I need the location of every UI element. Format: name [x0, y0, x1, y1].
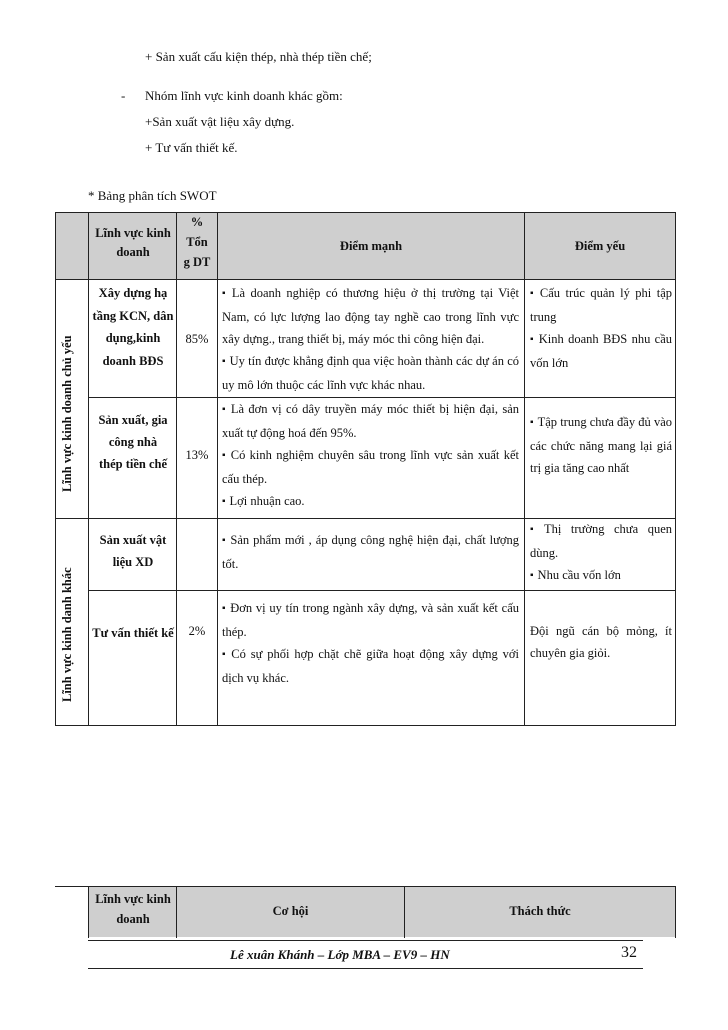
row-1-strengths: [222, 282, 519, 396]
row-2-weakness-1: ▪ Tập trung chưa đầy đủ vào các chức năng mang lại giá trị gia tăng cao nhất: [530, 411, 672, 479]
row-3-weakness-2: ▪ Nhu cầu vốn lớn: [530, 564, 672, 588]
row-1-strength-1: ▪ Là doanh nghiệp có thương hiệu ở thị trường tại Việt Nam, có lực lượng lao động tay nghề cao trong lĩnh vực xây dựng., trang thiết bị, máy móc thi công hiện đại.: [222, 282, 519, 350]
header-percent-line-1: %: [190, 215, 204, 229]
col-line-2: [176, 212, 177, 726]
row-2-strength-3: ▪ Lợi nhuận cao.: [222, 490, 519, 514]
table2-col-line-1: [88, 886, 89, 938]
row-3-weakness-1: ▪ Thị trường chưa quen dùng.: [530, 518, 672, 564]
row-1-field: Xây dựng hạ tầng KCN, dân dụng,kinh doanh BĐS: [92, 286, 174, 368]
footer-rule-bottom: [88, 968, 643, 969]
header-percent: [177, 212, 217, 272]
row-4-weaknesses: Đội ngũ cán bộ mỏng, ít chuyên gia giỏi.: [530, 624, 672, 660]
swot-title: * Bảng phân tích SWOT: [88, 188, 217, 203]
row-4-field: Tư vấn thiết kế: [92, 626, 174, 640]
row-4-strengths: [222, 597, 519, 689]
table2-border-top: [55, 886, 675, 887]
row-2-strengths: [222, 398, 519, 514]
table2-header-opportunities: Cơ hội: [272, 904, 309, 918]
row-2-weaknesses: [530, 411, 672, 479]
row-4-strength-1: ▪ Đơn vị uy tín trong ngành xây dựng, và sản xuất kết cấu thép.: [222, 597, 519, 643]
row-3-field: Sản xuất vật liệu XD: [99, 533, 167, 569]
header-percent-line-2: Tổn: [186, 235, 208, 249]
col-line-5: [675, 212, 676, 726]
header-weaknesses: Điểm yếu: [574, 239, 626, 253]
table-border-bottom: [55, 725, 676, 726]
table-border-top: [55, 212, 676, 213]
group-other-label: Lĩnh vực kinh danh khác: [60, 567, 74, 702]
page-number: 32: [621, 944, 637, 961]
col-line-3: [217, 212, 218, 726]
row-2-percent: 13%: [185, 448, 209, 462]
col-line-4: [524, 212, 525, 726]
row-2-strength-2: ▪ Có kinh nghiệm chuyên sâu trong lĩnh vực sản xuất kết cấu thép.: [222, 444, 519, 490]
row-3-weaknesses: [530, 518, 672, 588]
table2-header-field: Lĩnh vực kinh doanh: [95, 892, 171, 926]
row-3-strength-1: ▪ Sản phẩm mới , áp dụng công nghệ hiện đại, chất lượng tốt.: [222, 529, 519, 575]
footer-author: Lê xuân Khánh – Lớp MBA – EV9 – HN: [230, 947, 450, 962]
row-1-weakness-2: ▪ Kinh doanh BĐS nhu cầu vốn lớn: [530, 328, 672, 374]
row-4-strength-2: ▪ Có sự phối hợp chặt chẽ giữa hoạt động xây dựng với dịch vụ khác.: [222, 643, 519, 689]
row-2-field: Sản xuất, gia công nhà thép tiền chế: [98, 413, 168, 471]
intro-line-3: +Sản xuất vật liệu xây dựng.: [145, 114, 295, 129]
intro-line-1: + Sản xuất cấu kiện thép, nhà thép tiền chế;: [145, 49, 372, 64]
row-3-percent: 2%: [188, 624, 206, 638]
footer-rule-top: [88, 940, 643, 941]
group-main-label: Lĩnh vực kinh doanh chủ yếu: [60, 335, 74, 492]
header-strengths: Điểm mạnh: [339, 239, 403, 253]
row-1-strength-2: ▪ Uy tín được khẳng định qua việc hoàn thành các dự án có uy mô lớn thuộc các lĩnh vực khác nhau.: [222, 350, 519, 396]
table2-header-threats: Thách thức: [509, 904, 571, 918]
table2-col-line-4: [675, 886, 676, 938]
col-line-0: [55, 212, 56, 726]
intro-line-2: Nhóm lĩnh vực kinh doanh khác gồm:: [145, 88, 343, 103]
header-divider: [55, 279, 676, 280]
row-1-weakness-1: ▪ Cấu trúc quản lý phi tập trung: [530, 282, 672, 328]
header-field: Lĩnh vực kinh doanh: [95, 226, 171, 259]
row-1-weaknesses: [530, 282, 672, 374]
intro-line-4: + Tư vấn thiết kế.: [145, 140, 238, 155]
col-line-1: [88, 212, 89, 726]
intro-dash: -: [121, 88, 126, 103]
row-3-strengths: [222, 529, 519, 575]
row-1-percent: 85%: [185, 332, 209, 346]
header-percent-line-3: g DT: [183, 255, 211, 269]
row-2-strength-1: ▪ Là đơn vị có dây truyền máy móc thiết bị hiện đại, sản xuất tự động hoá đến 95%.: [222, 398, 519, 444]
